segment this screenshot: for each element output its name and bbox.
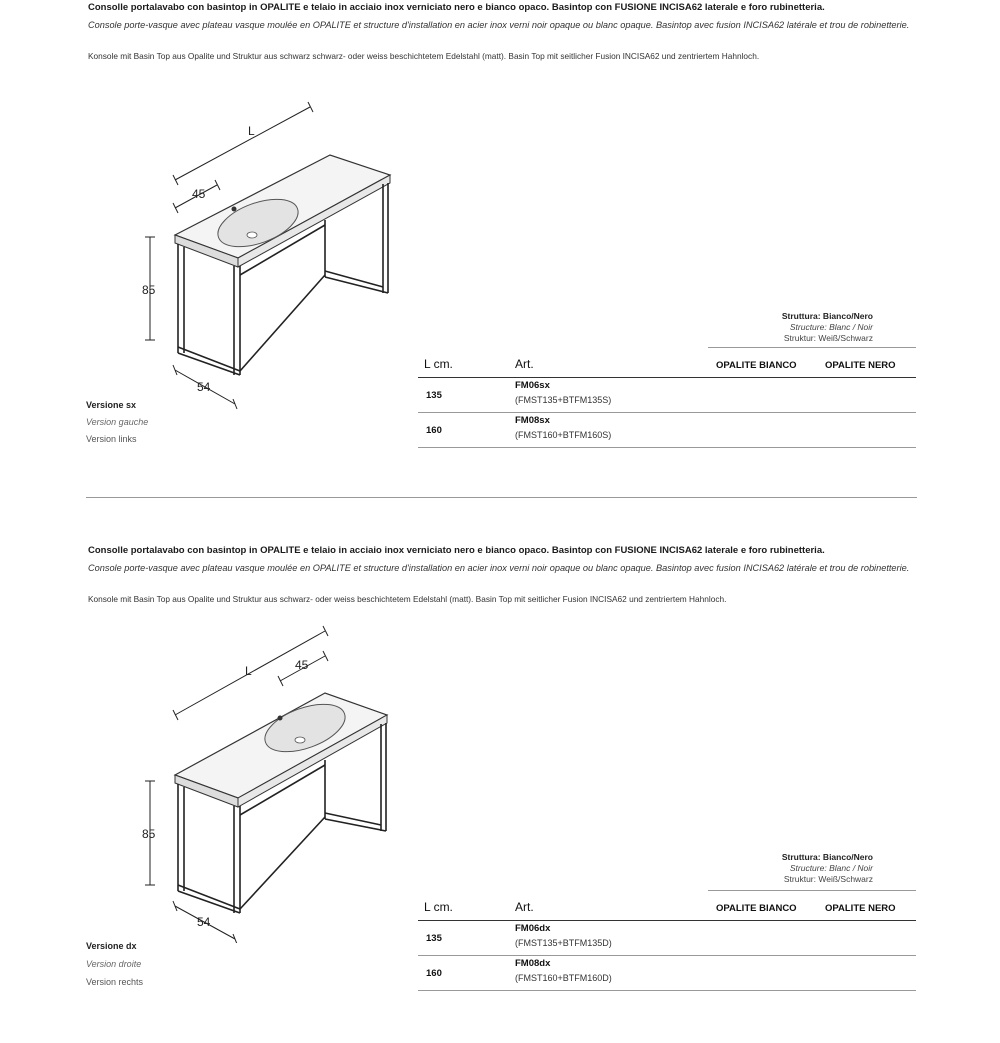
description-de: Konsole mit Basin Top aus Opalite und Struktur aus schwarz schwarz- oder weiss beschichtetem Edelstahl (matt). Basin Top mit seitlicher Fusion INCISA62 und zentriertem Hahnloch. (88, 51, 760, 61)
dim-depth-label: 54 (197, 915, 211, 929)
table-row (418, 921, 916, 956)
version-label-it: Versione sx (86, 400, 137, 410)
table-header (418, 896, 916, 921)
structure-label-fr: Structure: Blanc / Noir (789, 322, 873, 332)
structure-label-de: Struktur: Weiß/Schwarz (783, 874, 873, 884)
product-section-sx (0, 0, 1000, 500)
row-art: FM08dx (515, 958, 551, 969)
version-label-de: Version rechts (86, 977, 144, 987)
version-label-fr: Version gauche (86, 417, 149, 427)
header-opalite-bianco: OPALITE BIANCO (716, 903, 797, 914)
description-de: Konsole mit Basin Top aus Opalite und Struktur aus schwarz- oder weiss beschichtetem Edelstahl (matt). Basin Top mit seitlicher Fusion INCISA62 und zentriertem Hahnloch. (88, 594, 727, 604)
row-length: 160 (426, 968, 442, 979)
row-length: 135 (426, 390, 442, 401)
structure-label-fr: Structure: Blanc / Noir (789, 863, 873, 873)
row-art: FM06dx (515, 923, 551, 934)
header-art: Art. (515, 357, 534, 371)
structure-label-de: Struktur: Weiß/Schwarz (783, 333, 873, 343)
dim-length-label: L (248, 124, 255, 138)
row-length: 160 (426, 425, 442, 436)
version-label-it: Versione dx (86, 941, 137, 951)
header-opalite-bianco: OPALITE BIANCO (716, 360, 797, 371)
row-code: (FMST135+BTFM135D) (515, 938, 612, 948)
dim-basin-offset-label: 45 (192, 187, 206, 201)
structure-finish (660, 852, 873, 885)
price-table (418, 896, 916, 991)
structure-finish (660, 311, 873, 344)
table-row (418, 956, 916, 991)
row-length: 135 (426, 933, 442, 944)
section-title: Consolle portalavabo con basintop in OPALITE e telaio in acciaio inox verniciato nero e bianco opaco. Basintop con FUSIONE INCISA62 laterale e foro rubinetteria. (88, 545, 825, 556)
row-code: (FMST135+BTFM135S) (515, 395, 612, 405)
dim-height-label: 85 (142, 283, 156, 297)
product-section-dx (0, 543, 1000, 1043)
version-label-fr: Version droite (86, 959, 142, 969)
console-drawing-sx (120, 95, 420, 415)
price-table (418, 353, 916, 448)
row-code: (FMST160+BTFM160S) (515, 430, 612, 440)
row-art: FM08sx (515, 415, 550, 426)
dim-depth-label: 54 (197, 380, 211, 394)
section-divider (86, 497, 917, 498)
header-length: L cm. (424, 357, 453, 371)
header-opalite-nero: OPALITE NERO (825, 903, 896, 914)
row-code: (FMST160+BTFM160D) (515, 973, 612, 983)
table-row (418, 413, 916, 448)
table-header (418, 353, 916, 378)
header-art: Art. (515, 900, 534, 914)
structure-label-it: Struttura: Bianco/Nero (781, 311, 873, 321)
structure-label-it: Struttura: Bianco/Nero (781, 852, 873, 862)
dim-length-label: L (245, 664, 252, 678)
console-drawing-dx (120, 623, 420, 943)
description-fr: Console porte-vasque avec plateau vasque moulée en OPALITE et structure d'installation en acier inox verni noir opaque ou blanc opaque. Basintop avec fusion INCISA62 latérale et trou de robinetterie. (88, 563, 910, 573)
version-label-de: Version links (86, 434, 137, 444)
row-art: FM06sx (515, 380, 550, 391)
table-row (418, 378, 916, 413)
header-length: L cm. (424, 900, 453, 914)
description-fr: Console porte-vasque avec plateau vasque moulée en OPALITE et structure d'installation en acier inox verni noir opaque ou blanc opaque. Basintop avec fusion INCISA62 latérale et trou de robinetterie. (88, 20, 910, 30)
dim-height-label: 85 (142, 827, 156, 841)
header-opalite-nero: OPALITE NERO (825, 360, 896, 371)
dim-basin-offset-label: 45 (295, 658, 309, 672)
section-title: Consolle portalavabo con basintop in OPALITE e telaio in acciaio inox verniciato nero e bianco opaco. Basintop con FUSIONE INCISA62 laterale e foro rubinetteria. (88, 2, 825, 13)
